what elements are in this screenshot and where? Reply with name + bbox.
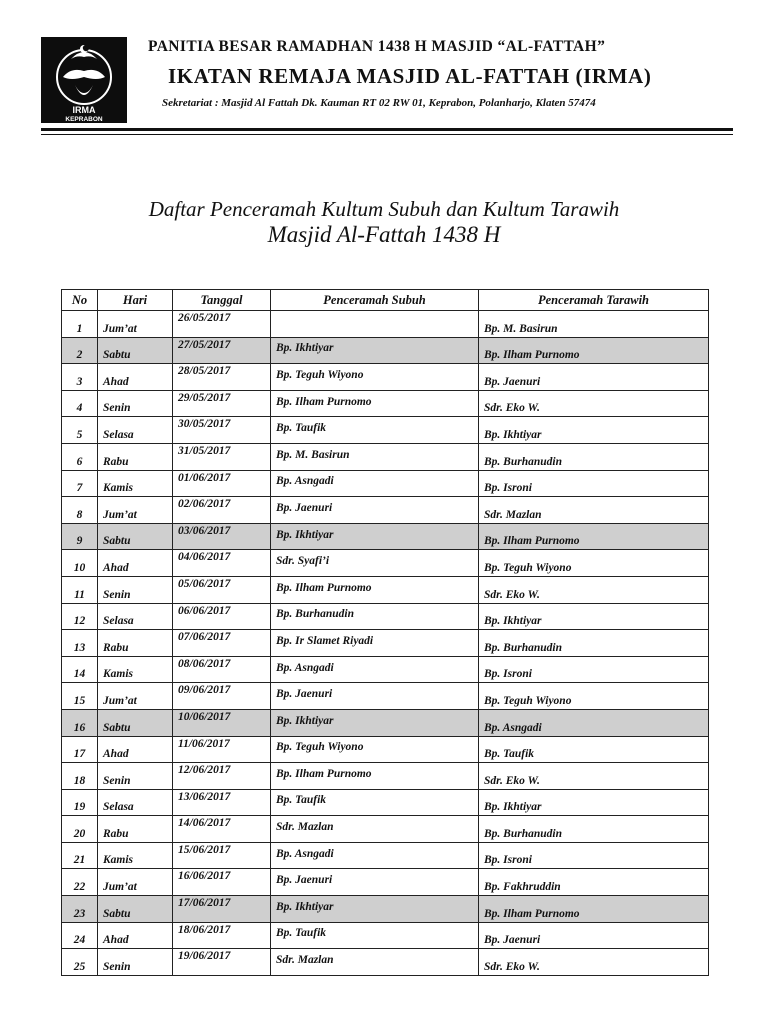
letterhead [0,0,768,150]
row-penceramah-tarawih: Bp. Jaenuri [479,364,709,391]
row-penceramah-subuh: Bp. Ikhtiyar [271,337,479,364]
row-penceramah-tarawih: Bp. Burhanudin [479,816,709,843]
row-hari: Selasa [98,789,173,816]
row-penceramah-subuh: Bp. Asngadi [271,842,479,869]
row-no: 22 [62,869,98,896]
schedule-table [61,289,709,976]
row-penceramah-subuh: Bp. Jaenuri [271,683,479,710]
row-no: 24 [62,922,98,949]
row-tanggal: 27/05/2017 [173,337,271,364]
row-tanggal: 28/05/2017 [173,364,271,391]
row-penceramah-subuh: Bp. Ilham Purnomo [271,763,479,790]
table-row [62,337,709,364]
header-penceramah-tarawih: Penceramah Tarawih [479,290,709,311]
table-row [62,630,709,657]
table-row [62,550,709,577]
row-tanggal: 19/06/2017 [173,949,271,976]
document-title: Daftar Penceramah Kultum Subuh dan Kultum Tarawih [148,197,620,221]
row-no: 11 [62,576,98,603]
row-penceramah-tarawih: Bp. Ilham Purnomo [479,337,709,364]
table-row [62,656,709,683]
row-hari: Rabu [98,443,173,470]
row-penceramah-subuh: Bp. Asngadi [271,656,479,683]
row-hari: Ahad [98,364,173,391]
row-tanggal: 07/06/2017 [173,630,271,657]
row-hari: Ahad [98,736,173,763]
table-row [62,736,709,763]
table-row [62,443,709,470]
row-tanggal: 15/06/2017 [173,842,271,869]
row-no: 25 [62,949,98,976]
row-tanggal: 10/06/2017 [173,709,271,736]
row-hari: Senin [98,390,173,417]
row-no: 14 [62,656,98,683]
row-penceramah-tarawih: Bp. Isroni [479,842,709,869]
row-hari: Selasa [98,417,173,444]
row-penceramah-tarawih: Bp. Burhanudin [479,443,709,470]
row-no: 1 [62,311,98,338]
row-no: 20 [62,816,98,843]
row-penceramah-subuh: Bp. Jaenuri [271,497,479,524]
row-no: 17 [62,736,98,763]
row-tanggal: 17/06/2017 [173,896,271,923]
row-hari: Sabtu [98,523,173,550]
row-tanggal: 16/06/2017 [173,869,271,896]
table-row [62,949,709,976]
irma-logo [41,37,127,123]
row-penceramah-subuh: Bp. Teguh Wiyono [271,364,479,391]
row-no: 19 [62,789,98,816]
logo-text-top: IRMA [72,105,96,115]
row-penceramah-subuh: Sdr. Mazlan [271,816,479,843]
row-penceramah-tarawih: Bp. Ikhtiyar [479,417,709,444]
row-tanggal: 30/05/2017 [173,417,271,444]
table-row [62,390,709,417]
row-hari: Ahad [98,922,173,949]
row-tanggal: 09/06/2017 [173,683,271,710]
row-tanggal: 01/06/2017 [173,470,271,497]
table-row [62,311,709,338]
row-no: 13 [62,630,98,657]
row-penceramah-tarawih: Bp. Taufik [479,736,709,763]
row-no: 6 [62,443,98,470]
row-tanggal: 13/06/2017 [173,789,271,816]
secretariat-address: Sekretariat : Masjid Al Fattah Dk. Kauman RT 02 RW 01, Keprabon, Polanharjo, Klaten 57474 [162,97,596,109]
header-tanggal: Tanggal [173,290,271,311]
row-penceramah-subuh: Bp. Ikhtiyar [271,523,479,550]
row-penceramah-tarawih: Bp. Teguh Wiyono [479,683,709,710]
row-penceramah-subuh: Bp. Teguh Wiyono [271,736,479,763]
header-divider-thick [41,128,733,131]
row-no: 4 [62,390,98,417]
row-no: 9 [62,523,98,550]
table-row [62,842,709,869]
document-subtitle: Masjid Al-Fattah 1438 H [267,222,501,247]
row-tanggal: 26/05/2017 [173,311,271,338]
table-row [62,922,709,949]
row-no: 12 [62,603,98,630]
row-penceramah-tarawih: Bp. Fakhruddin [479,869,709,896]
row-hari: Rabu [98,816,173,843]
row-hari: Sabtu [98,337,173,364]
table-row [62,816,709,843]
row-hari: Senin [98,949,173,976]
row-tanggal: 18/06/2017 [173,922,271,949]
row-no: 3 [62,364,98,391]
row-hari: Kamis [98,470,173,497]
table-header-row [62,290,709,311]
row-tanggal: 11/06/2017 [173,736,271,763]
row-tanggal: 04/06/2017 [173,550,271,577]
row-penceramah-subuh: Sdr. Mazlan [271,949,479,976]
row-no: 15 [62,683,98,710]
row-tanggal: 31/05/2017 [173,443,271,470]
row-penceramah-subuh: Bp. Taufik [271,789,479,816]
table-row [62,470,709,497]
row-penceramah-tarawih: Sdr. Eko W. [479,763,709,790]
table-row [62,603,709,630]
row-penceramah-subuh: Sdr. Syafi’i [271,550,479,577]
table-row [62,896,709,923]
row-tanggal: 02/06/2017 [173,497,271,524]
row-penceramah-tarawih: Sdr. Eko W. [479,576,709,603]
table-row [62,576,709,603]
row-no: 8 [62,497,98,524]
row-penceramah-subuh: Bp. Asngadi [271,470,479,497]
row-tanggal: 12/06/2017 [173,763,271,790]
row-penceramah-subuh: Bp. Ir Slamet Riyadi [271,630,479,657]
committee-name: PANITIA BESAR RAMADHAN 1438 H MASJID “AL-FATTAH” [148,38,606,55]
row-penceramah-subuh: Bp. Ikhtiyar [271,709,479,736]
row-no: 21 [62,842,98,869]
row-penceramah-subuh: Bp. Ilham Purnomo [271,390,479,417]
row-tanggal: 08/06/2017 [173,656,271,683]
row-hari: Sabtu [98,709,173,736]
row-penceramah-tarawih: Bp. M. Basirun [479,311,709,338]
row-penceramah-tarawih: Bp. Isroni [479,656,709,683]
row-penceramah-tarawih: Bp. Jaenuri [479,922,709,949]
row-penceramah-tarawih: Bp. Asngadi [479,709,709,736]
table-row [62,683,709,710]
row-hari: Senin [98,576,173,603]
row-tanggal: 05/06/2017 [173,576,271,603]
row-tanggal: 29/05/2017 [173,390,271,417]
row-penceramah-tarawih: Bp. Ilham Purnomo [479,523,709,550]
table-row [62,709,709,736]
row-hari: Kamis [98,842,173,869]
row-penceramah-subuh: Bp. Taufik [271,417,479,444]
row-penceramah-subuh: Bp. Ilham Purnomo [271,576,479,603]
header-no: No [62,290,98,311]
row-hari: Jum’at [98,683,173,710]
row-penceramah-tarawih: Bp. Ikhtiyar [479,789,709,816]
row-hari: Jum’at [98,869,173,896]
table-row [62,523,709,550]
row-penceramah-tarawih: Bp. Isroni [479,470,709,497]
row-penceramah-tarawih: Bp. Teguh Wiyono [479,550,709,577]
row-penceramah-tarawih: Sdr. Eko W. [479,390,709,417]
row-tanggal: 03/06/2017 [173,523,271,550]
row-penceramah-subuh: Bp. M. Basirun [271,443,479,470]
row-penceramah-tarawih: Bp. Ikhtiyar [479,603,709,630]
table-row [62,763,709,790]
table-row [62,364,709,391]
header-penceramah-subuh: Penceramah Subuh [271,290,479,311]
row-no: 16 [62,709,98,736]
row-penceramah-subuh: Bp. Burhanudin [271,603,479,630]
row-hari: Senin [98,763,173,790]
table-row [62,789,709,816]
logo-text-bottom: KEPRABON [65,116,103,123]
row-hari: Ahad [98,550,173,577]
row-hari: Rabu [98,630,173,657]
row-penceramah-tarawih: Bp. Ilham Purnomo [479,896,709,923]
row-penceramah-tarawih: Sdr. Eko W. [479,949,709,976]
row-hari: Kamis [98,656,173,683]
row-no: 23 [62,896,98,923]
row-tanggal: 14/06/2017 [173,816,271,843]
table-row [62,497,709,524]
row-no: 18 [62,763,98,790]
row-no: 10 [62,550,98,577]
row-hari: Jum’at [98,497,173,524]
header-divider-thin [41,134,733,135]
row-penceramah-subuh: Bp. Ikhtiyar [271,896,479,923]
row-no: 7 [62,470,98,497]
header-hari: Hari [98,290,173,311]
row-penceramah-tarawih: Bp. Burhanudin [479,630,709,657]
row-hari: Selasa [98,603,173,630]
table-row [62,869,709,896]
organization-name: IKATAN REMAJA MASJID AL-FATTAH (IRMA) [168,64,652,88]
row-penceramah-subuh: Bp. Jaenuri [271,869,479,896]
row-no: 5 [62,417,98,444]
table-row [62,417,709,444]
row-no: 2 [62,337,98,364]
row-penceramah-subuh: Bp. Taufik [271,922,479,949]
row-penceramah-subuh [271,311,479,338]
row-hari: Jum’at [98,311,173,338]
row-hari: Sabtu [98,896,173,923]
row-tanggal: 06/06/2017 [173,603,271,630]
row-penceramah-tarawih: Sdr. Mazlan [479,497,709,524]
